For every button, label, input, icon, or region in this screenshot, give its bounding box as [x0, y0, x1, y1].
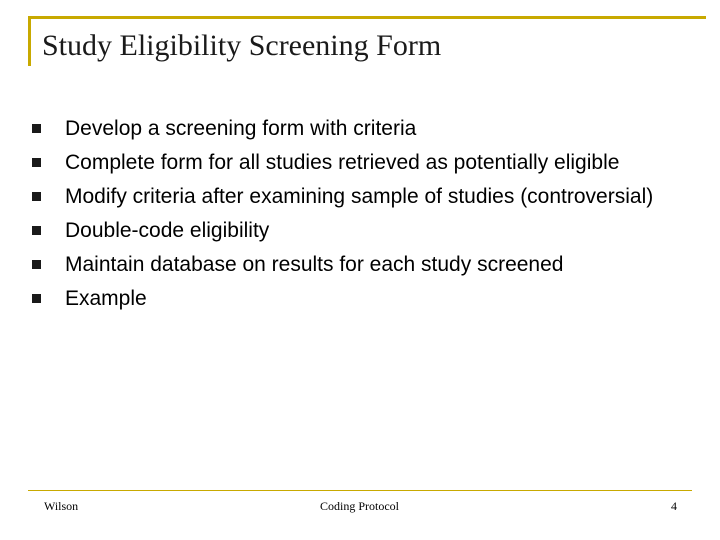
square-bullet-icon: [32, 158, 41, 167]
bullet-text: Modify criteria after examining sample of studies (controversial): [65, 185, 654, 208]
bullet-item: [32, 147, 672, 178]
bullet-text: Example: [65, 287, 147, 310]
bullet-text: Maintain database on results for each study screened: [65, 253, 564, 276]
square-bullet-icon: [32, 226, 41, 235]
bullet-item: [32, 215, 672, 246]
bullet-item: [32, 113, 672, 144]
bullet-text: Develop a screening form with criteria: [65, 117, 417, 140]
footer-rule: [28, 490, 692, 491]
square-bullet-icon: [32, 260, 41, 269]
bullet-item: [32, 249, 672, 280]
bullet-text: Double-code eligibility: [65, 219, 270, 242]
footer-title: Coding Protocol: [320, 499, 400, 513]
slide-title: Study Eligibility Screening Form: [42, 29, 442, 62]
bullet-list: [32, 113, 672, 317]
title-left-rule: [28, 16, 31, 66]
footer-author: Wilson: [44, 499, 79, 513]
bullet-item: [32, 283, 672, 314]
bullet-text: Complete form for all studies retrieved as potentially eligible: [65, 151, 620, 174]
title-top-rule: [28, 16, 706, 19]
bullet-item: [32, 181, 672, 212]
square-bullet-icon: [32, 294, 41, 303]
square-bullet-icon: [32, 192, 41, 201]
page-number: 4: [671, 499, 677, 513]
square-bullet-icon: [32, 124, 41, 133]
